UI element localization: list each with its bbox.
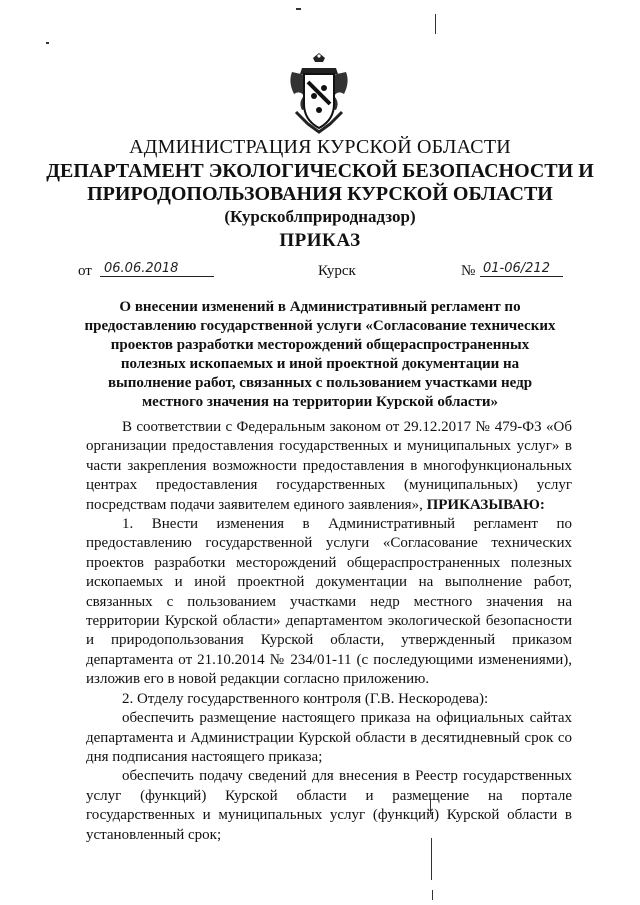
scan-mark — [296, 8, 301, 10]
order-word: ПРИКАЗЫВАЮ: — [426, 496, 545, 513]
subject-line: предоставлению государственной услуги «Согласование технических — [84, 318, 556, 334]
intro-paragraph — [86, 418, 572, 515]
org-line-1: АДМИНИСТРАЦИЯ КУРСКОЙ ОБЛАСТИ — [129, 136, 511, 158]
number-label: № — [461, 263, 476, 279]
date-label: от — [78, 263, 92, 279]
org-line-2a: ДЕПАРТАМЕНТ ЭКОЛОГИЧЕСКОЙ БЕЗОПАСНОСТИ И — [46, 160, 594, 182]
scan-mark — [432, 890, 433, 900]
number-value: 01-06/212 — [480, 261, 563, 277]
item-1: 1. Внести изменения в Административный регламент по предоставлению государственной услуги «Согласование технических проектов разработки месторождений общераспространенных полезных ископаемых и иной проектной документации на выполнение работ, связанных с пользованием участками недр местного значения на территории Курской области» департаментом экологической безопасности и природопользования Курской области, утвержденный приказом департамента от 21.10.2014 № 234/01-11 (с последующими изменениями), изложив его в новой редакции согласно приложению. — [86, 516, 572, 688]
subject-line: полезных ископаемых и иной проектной документации на — [120, 356, 520, 372]
document-meta — [78, 263, 578, 283]
subject-line: проектов разработки месторождений общераспространенных — [110, 337, 530, 353]
city: Курск — [318, 263, 356, 279]
org-line-2 — [0, 160, 640, 206]
item-2: 2. Отделу государственного контроля (Г.В. Нескородева): — [122, 690, 489, 707]
document-body — [86, 418, 572, 845]
item-2b: обеспечить подачу сведений для внесения в Реестр государственных услуг (функций) Курской области и размещение на портале государственных и муниципальных услуг (функций) Курской области в установленный срок; — [86, 768, 572, 843]
document-type: ПРИКАЗ — [279, 230, 361, 251]
subject-line: выполнение работ, связанных с пользованием участками недр — [107, 375, 533, 391]
scan-mark — [46, 42, 49, 44]
intro-text: В соответствии с Федеральным законом от 29.12.2017 № 479-ФЗ «Об организации предоставления государственных и муниципальных услуг» в части закрепления возможности предоставления в многофункциональных центрах предоставления государственных (муниципальных) услуг посредствам подачи заявителем единого заявления», — [86, 419, 572, 513]
subject-line: О внесении изменений в Административный регламент по — [119, 299, 521, 315]
scan-mark — [435, 14, 436, 34]
subject-line: местного значения на территории Курской области» — [141, 394, 499, 410]
date-value: 06.06.2018 — [100, 261, 214, 277]
org-line-2b: ПРИРОДОПОЛЬЗОВАНИЯ КУРСКОЙ ОБЛАСТИ — [87, 183, 553, 205]
org-short-name: (Курскоблприроднадзор) — [224, 207, 416, 226]
document-subject — [70, 298, 570, 412]
coat-of-arms-emblem — [286, 52, 352, 134]
item-2a: обеспечить размещение настоящего приказа на официальных сайтах департамента и Администрации Курской области в десятидневный срок со дня подписания настоящего приказа; — [86, 710, 572, 765]
